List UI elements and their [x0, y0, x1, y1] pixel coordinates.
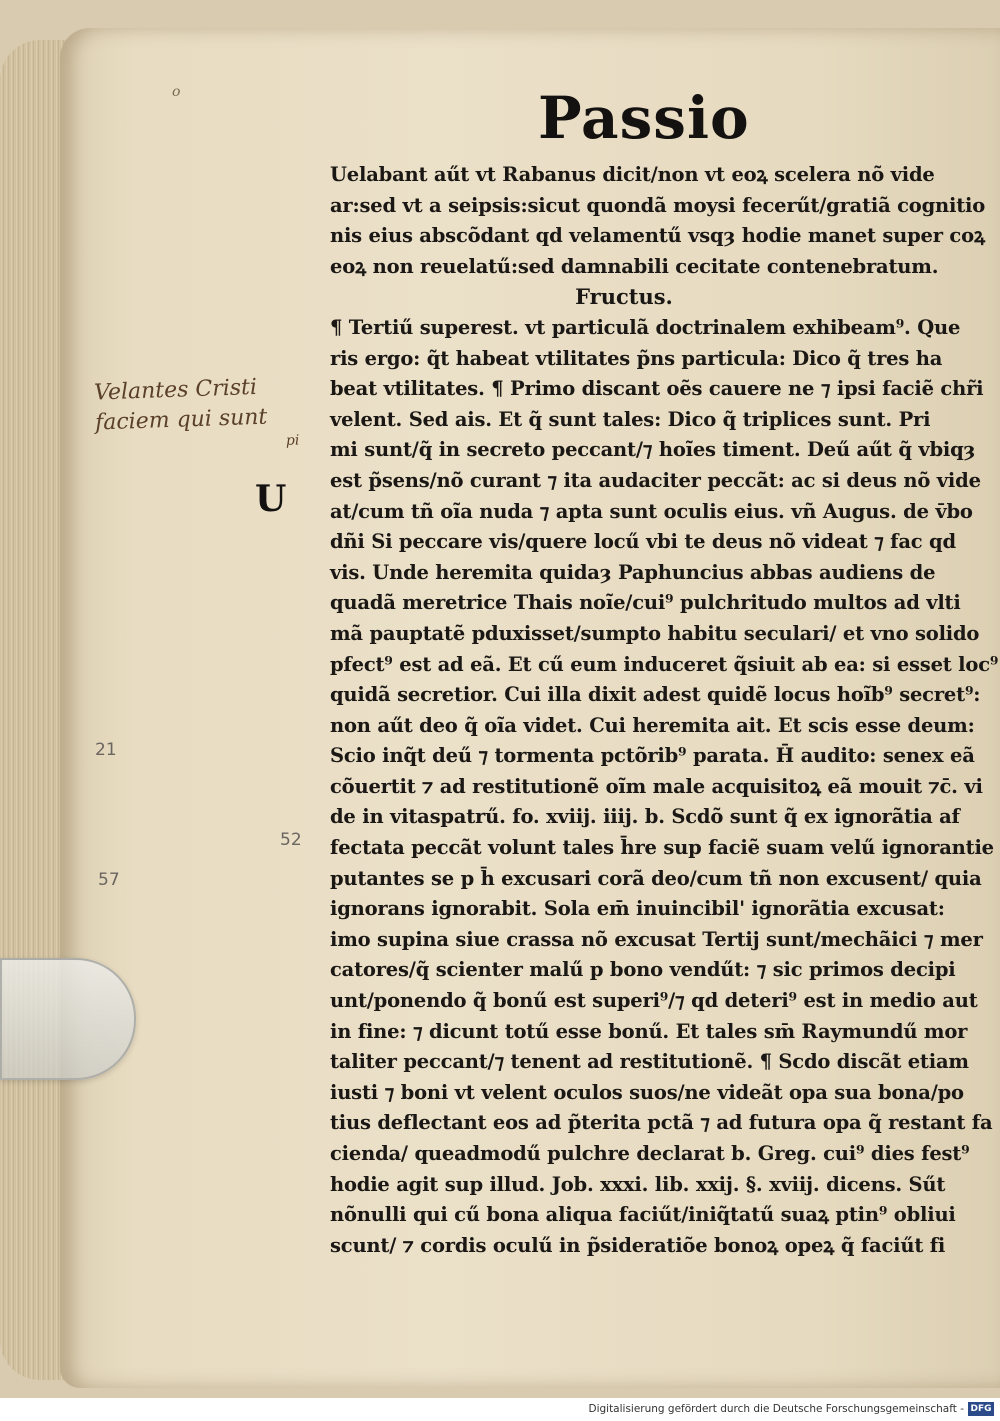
text-line: taliter peccant/⁊ tenent ad restitutionẽ. ¶ Scdo discãt etiam	[330, 1050, 969, 1074]
pencil-mark: 52	[280, 830, 302, 850]
text-line: fectata peccãt volunt tales h̄re sup faciẽ suam velű ignorantie	[330, 836, 994, 860]
bleed-through-shadow	[330, 100, 345, 149]
text-line: ar:sed vt a seipsis:sicut quondã moysi fecerűt/gratiã cognitio	[330, 193, 986, 217]
footer-bar	[0, 1398, 1000, 1421]
marginalia-line: pi	[285, 432, 300, 449]
text-line: quidã secretior. Cui illa dixit adest quidẽ locus hoĩb⁹ secret⁹:	[330, 683, 981, 707]
text-line: Scio inq̃t deű ⁊ tormenta pctõrib⁹ parata. H̄ audito: senex eã	[330, 744, 975, 768]
plastic-clip	[0, 958, 136, 1080]
text-line: cienda/ queadmodű pulchre declarat b. Greg. cui⁹ dies fest⁹	[330, 1142, 970, 1165]
text-line: at/cum tñ oĩa nuda ⁊ apta sunt oculis eius. vñ Augus. de v̄bo	[330, 499, 973, 523]
text-line: pfect⁹ est ad eã. Et cű eum induceret q̃siuit ab ea: si esset loc⁹	[330, 652, 999, 676]
marginalia-line: Velantes Cristi	[93, 374, 258, 406]
text-line: non aűt deo q̃ oĩa videt. Cui heremita ait. Et scis esse deum:	[330, 713, 975, 737]
dfg-logo: DFG	[968, 1402, 994, 1416]
text-line: vis. Unde heremita quidaȝ Paphuncius abbas audiens de	[330, 560, 936, 584]
text-line: ignorans ignorabit. Sola em̄ inuincibil' ignorãtia excusat:	[330, 897, 945, 921]
text-line: ris ergo: q̃t habeat vtilitates p̃ns particula: Dico q̃ tres ha	[330, 346, 943, 370]
text-line: in fine: ⁊ dicunt totű esse bonű. Et tales sm̄ Raymundű mor	[330, 1019, 968, 1043]
text-line: putantes se p h̄ excusari corã deo/cum tñ non excusent/ quia	[330, 866, 982, 890]
corner-mark: o	[172, 84, 181, 100]
text-line: mã pauptatẽ pduxisset/sumpto habitu seculari/ et vno solido	[330, 621, 980, 645]
text-line: Uelabant aűt vt Rabanus dicit/non vt eoꝝ scelera nõ vide	[330, 163, 935, 186]
text-line: nõnulli qui cű bona aliqua faciűt/iniq̃tatű suaꝝ ptin⁹ obliui	[330, 1203, 956, 1227]
pencil-mark: 57	[98, 870, 120, 890]
text-line: nis eius abscõdant qd velamentű vsqȝ hodie manet super coꝝ	[330, 224, 985, 248]
text-line: beat vtilitates. ¶ Primo discant oẽs cauere ne ⁊ ipsi faciẽ chr̃i	[330, 377, 984, 401]
margin-initial: U	[255, 478, 287, 520]
text-line: iusti ⁊ boni vt velent oculos suos/ne videãt opa sua bona/po	[330, 1080, 964, 1104]
text-line: imo supina siue crassa nõ excusat Tertij sunt/mechãici ⁊ mer	[330, 927, 983, 951]
text-line: de in vitaspatrű. fo. xviij. iiij. b. Scdõ sunt q̃ ex ignorãtia af	[330, 805, 960, 829]
text-line: est p̃sens/nõ curant ⁊ ita audaciter peccãt: ac si deus nõ vide	[330, 468, 981, 492]
text-line: eoꝝ non reuelatű:sed damnabili cecitate contenebratum.	[330, 254, 939, 278]
text-line: unt/ponendo q̃ bonű est superi⁹/⁊ qd deteri⁹ est in medio aut	[330, 989, 978, 1013]
running-title: Passio	[538, 84, 750, 152]
text-line: dñi Si peccare vis/quere locű vbi te deus nõ videat ⁊ fac qd	[330, 530, 956, 554]
text-line: ¶ Tertiű superest. vt particulã doctrinalem exhibeam⁹. Que	[330, 315, 961, 339]
section-heading: Fructus.	[575, 284, 673, 310]
text-line: quadã meretrice Thais noĩe/cui⁹ pulchritudo multos ad vlti	[330, 591, 961, 615]
text-line: hodie agit sup illud. Job. xxxi. lib. xxij. §. xviij. dicens. Sűt	[330, 1172, 946, 1196]
footer-credit: Digitalisierung gefördert durch die Deutsche Forschungsgemeinschaft -	[588, 1403, 964, 1415]
pencil-mark: 21	[95, 740, 117, 760]
text-line: velent. Sed ais. Et q̃ sunt tales: Dico q̃ triplices sunt. Pri	[330, 407, 931, 431]
text-line: scunt/ ⁊ cordis oculű in p̃sideratiõe bonoꝝ opeꝝ q̃ faciűt fi	[330, 1233, 946, 1257]
handwritten-marginalia	[94, 371, 300, 462]
text-line: mi sunt/q̃ in secreto peccant/⁊ hoĩes timent. Deű aűt q̃ vbiqȝ	[330, 438, 976, 462]
text-line: tius deflectant eos ad p̃terita pctã ⁊ ad futura opa q̃ restant fa	[330, 1111, 993, 1135]
text-line: catores/q̃ scienter malű p bono vendűt: ⁊ sic primos decipi	[330, 958, 956, 982]
main-text-block	[330, 160, 999, 1261]
marginalia-line: faciem qui sunt	[94, 404, 268, 436]
text-line: cõuertit ⁊ ad restitutionẽ oĩm male acquisitoꝝ eã mouit ⁊c̄. vi	[330, 774, 983, 798]
